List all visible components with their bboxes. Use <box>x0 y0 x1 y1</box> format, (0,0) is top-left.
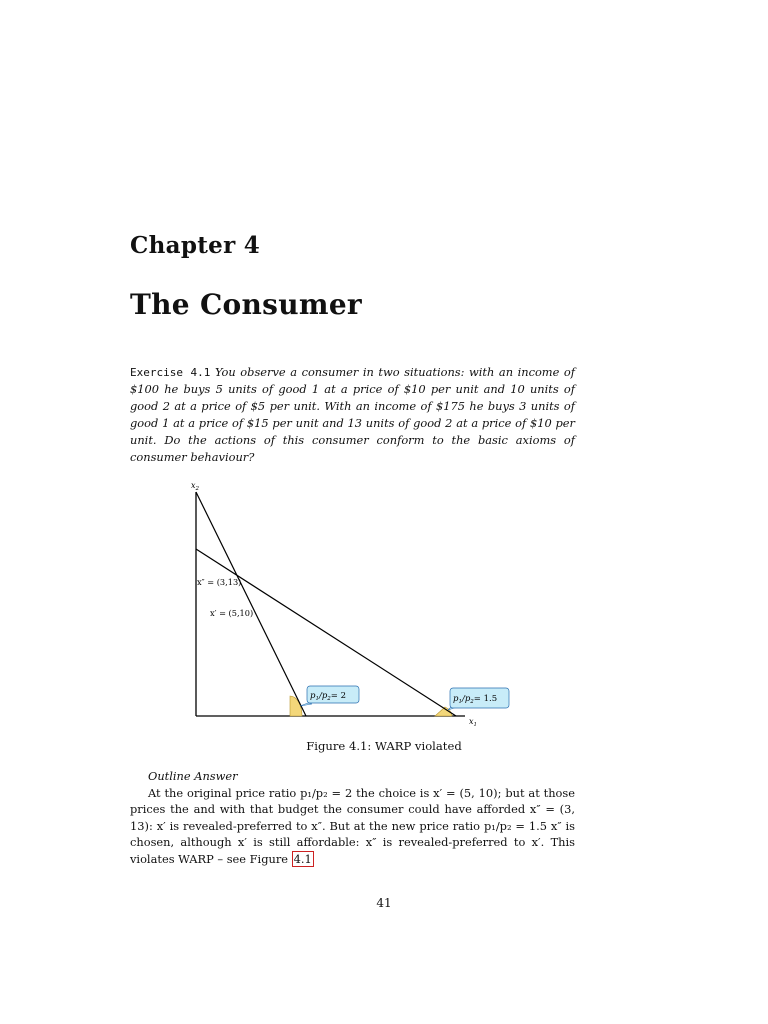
answer-text: At the original price ratio p₁/p₂ = 2 the choice is x′ = (5, 10); but at those prices the and with that budget the consumer could have afforded x″ = (3, 13): x′ is revealed-preferred to x″. But at the new price ratio p₁/p₂ = 1.5 x″ is chosen, although x′ is still affordable: x″ is revealed-preferred to x′. This violates WARP – see Figure <box>130 785 575 866</box>
chapter-title: The Consumer <box>130 288 362 321</box>
point-label-x-prime: x′ = (5,10) <box>210 608 254 618</box>
chapter-label: Chapter 4 <box>130 232 261 259</box>
figure-caption: Figure 4.1: WARP violated <box>306 739 462 753</box>
exercise-label: Exercise 4.1 <box>130 366 211 379</box>
answer-heading: Outline Answer <box>148 769 238 783</box>
point-label-x-double-prime: x″ = (3,13) <box>197 577 242 587</box>
exercise-4-1 <box>130 364 575 466</box>
warp-figure <box>180 478 530 733</box>
price-ratio-label-old: $p_1/p_2= 2$ <box>310 691 346 702</box>
figure-reference-link[interactable]: 4.1 <box>293 851 312 866</box>
price-ratio-label-new: $p_1/p_2= 1.5$ <box>453 694 498 705</box>
page-number: 41 <box>376 896 392 910</box>
outline-answer <box>130 768 575 868</box>
budget-line-original <box>196 492 306 716</box>
exercise-text: You observe a consumer in two situations: with an income of $100 he buys 5 units of good 1 at a price of $10 per unit and 10 units of good 2 at a price of $5 per unit. With an income of $175 he buys 3 units of good 1 at a price of $15 per unit and 13 units of good 2 at a price of $10 per unit. Do the actions of this consumer conform to the basic axioms of consumer behaviour? <box>130 365 575 464</box>
answer-body <box>130 785 575 868</box>
x2-axis-label: $x_2$ <box>191 481 200 492</box>
price-ratio-callout-old-pointer <box>300 703 312 706</box>
x1-axis-label: $x_1$ <box>469 717 478 728</box>
